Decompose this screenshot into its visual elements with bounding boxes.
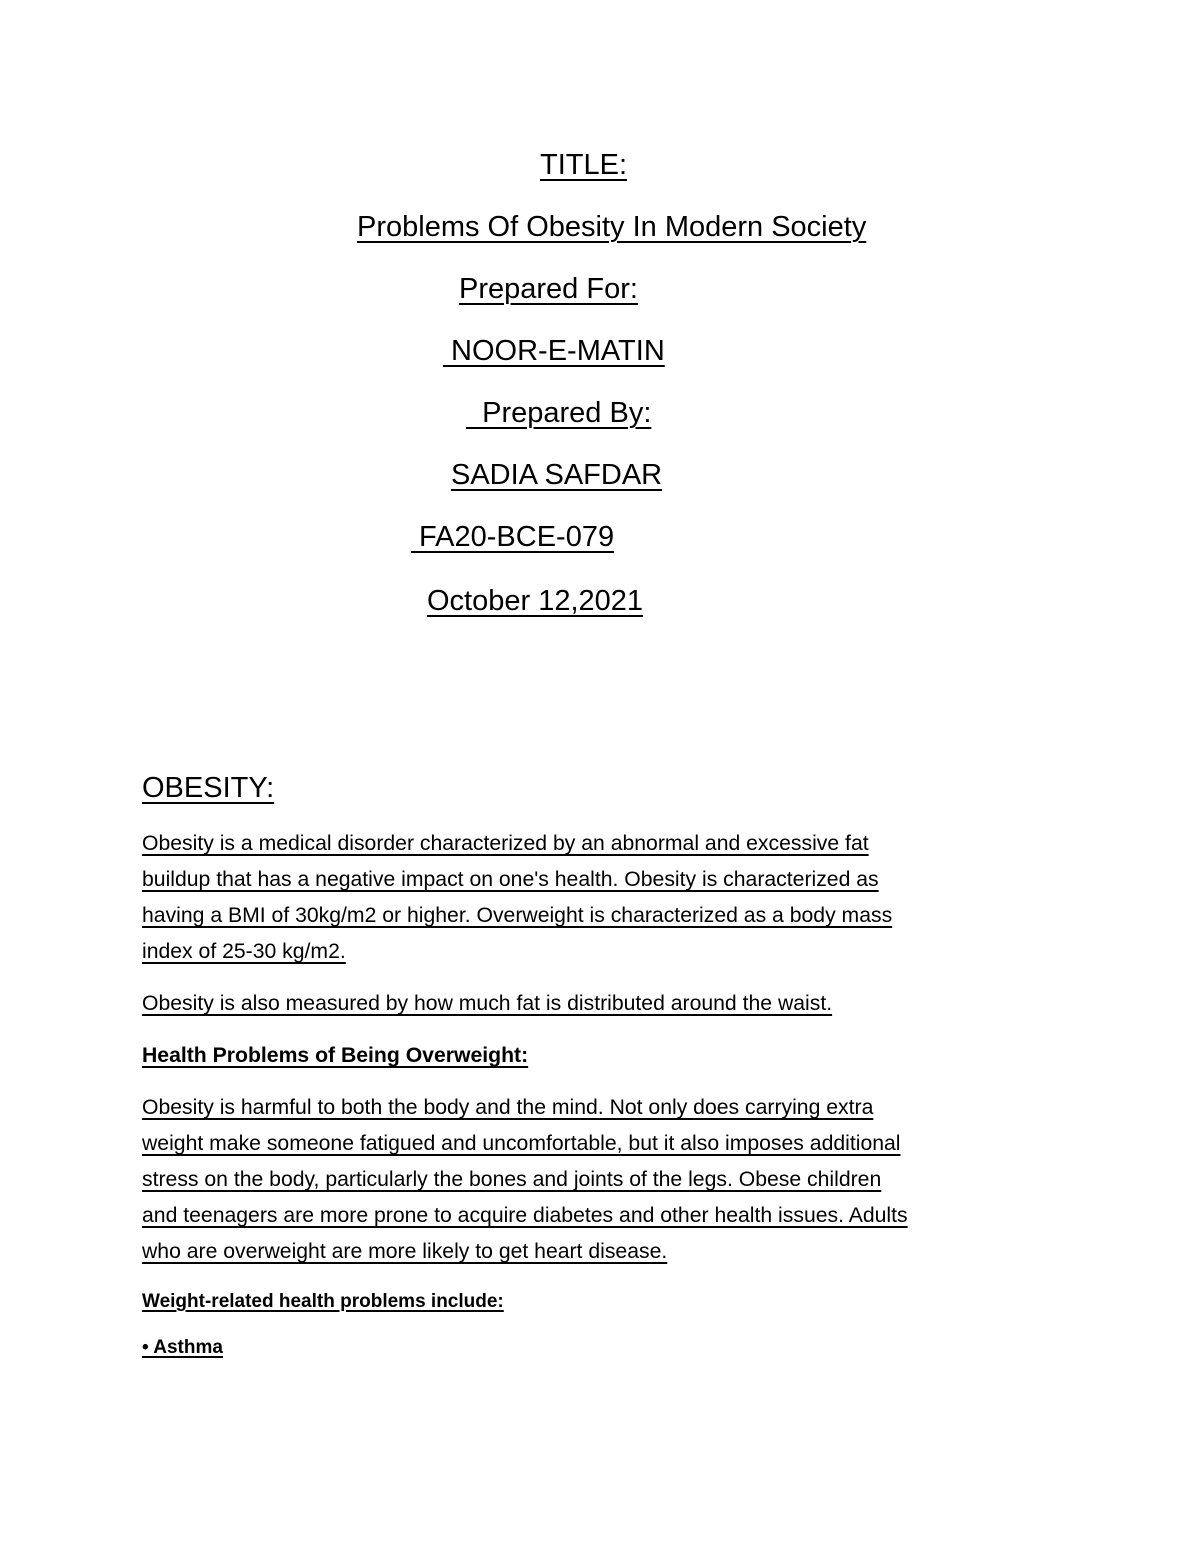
paragraph-waist-measure: Obesity is also measured by how much fat is distributed around the waist. — [142, 992, 833, 1015]
document-title: Problems Of Obesity In Modern Society — [357, 211, 867, 243]
list-heading: Weight-related health problems include: — [142, 1291, 504, 1312]
list-item-asthma: • Asthma — [142, 1337, 223, 1358]
author-name: SADIA SAFDAR — [451, 459, 663, 491]
paragraph-health-problems: Obesity is harmful to both the body and the mind. Not only does carrying extra weight make someone fatigued and uncomfortable, but it also imposes additional stress on the body, particularly the bones and joints of the legs. Obese children and teenagers are more prone to acquire diabetes and other health issues. Adults who are overweight are more likely to get heart disease. — [142, 1096, 908, 1263]
section-heading-obesity: OBESITY: — [142, 772, 275, 804]
prepared-by-label: Prepared By: — [466, 397, 652, 429]
student-id: FA20-BCE-079 — [411, 521, 615, 553]
document-date: October 12,2021 — [427, 585, 644, 617]
prepared-for-label: Prepared For: — [459, 273, 638, 305]
title-label: TITLE: — [540, 149, 628, 181]
subheading-health-problems: Health Problems of Being Overweight: — [142, 1044, 529, 1067]
paragraph-definition: Obesity is a medical disorder characterized by an abnormal and excessive fat buildup that has a negative impact on one's health. Obesity is characterized as having a BMI of 30kg/m2 or higher. Overweight is characterized as a body mass index of 25-30 kg/m2. — [142, 832, 893, 963]
prepared-for-name: NOOR-E-MATIN — [443, 335, 665, 367]
